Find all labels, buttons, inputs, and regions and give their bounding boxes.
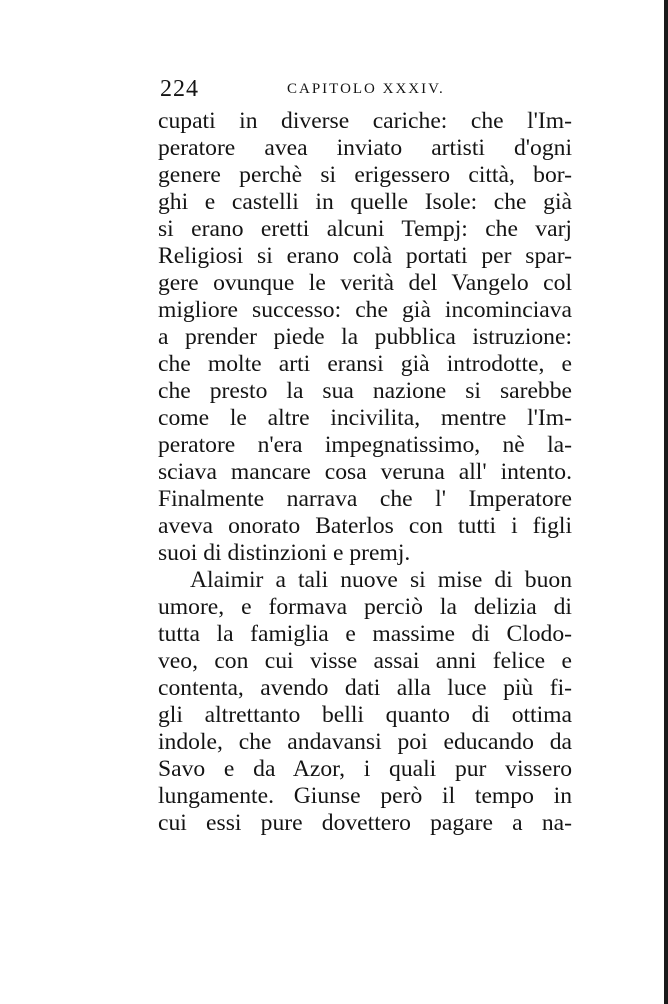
text-line: cupati in diverse cariche: che l'Im-	[158, 108, 572, 134]
running-head: CAPITOLO XXXIV.	[287, 81, 445, 97]
body-text	[158, 108, 572, 837]
text-line: gli altrettanto belli quanto di ottima	[158, 702, 572, 728]
text-line: cui essi pure dovettero pagare a na-	[158, 810, 572, 836]
text-line: che molte arti eransi già introdotte, e	[158, 351, 572, 377]
text-line: suoi di distinzioni e premj.	[158, 540, 411, 566]
text-line: sciava mancare cosa veruna all' intento.	[158, 459, 572, 485]
text-line: veo, con cui visse assai anni felice e	[158, 648, 572, 674]
text-line: umore, e formava perciò la delizia di	[158, 594, 572, 620]
text-line: Savo e da Azor, i quali pur vissero	[158, 756, 572, 782]
text-line: gere ovunque le verità del Vangelo col	[158, 270, 572, 296]
text-line: peratore avea inviato artisti d'ogni	[158, 135, 572, 161]
text-line: tutta la famiglia e massime di Clodo-	[158, 621, 572, 647]
text-line: che presto la sua nazione si sarebbe	[158, 378, 572, 404]
paragraph-1	[158, 108, 572, 567]
paragraph-2	[158, 567, 572, 837]
text-line: Religiosi si erano colà portati per spar-	[158, 243, 572, 269]
text-line: aveva onorato Baterlos con tutti i figli	[158, 513, 572, 539]
text-line: peratore n'era impegnatissimo, nè la-	[158, 432, 572, 458]
text-line: migliore successo: che già incominciava	[158, 297, 572, 323]
text-line: indole, che andavansi poi educando da	[158, 729, 572, 755]
text-line: Alaimir a tali nuove si mise di buon	[190, 567, 572, 593]
text-line: lungamente. Giunse però il tempo in	[158, 783, 572, 809]
page-header	[160, 76, 600, 106]
text-line: come le altre incivilita, mentre l'Im-	[158, 405, 572, 431]
text-line: genere perchè si erigessero città, bor-	[158, 162, 572, 188]
text-line: ghi e castelli in quelle Isole: che già	[158, 189, 572, 215]
page-edge-shadow	[664, 0, 668, 1004]
page-number: 224	[160, 76, 199, 102]
text-line: si erano eretti alcuni Tempj: che varj	[158, 216, 572, 242]
text-line: Finalmente narrava che l' Imperatore	[158, 486, 572, 512]
text-line: contenta, avendo dati alla luce più fi-	[158, 675, 572, 701]
text-line: a prender piede la pubblica istruzione:	[158, 324, 572, 350]
